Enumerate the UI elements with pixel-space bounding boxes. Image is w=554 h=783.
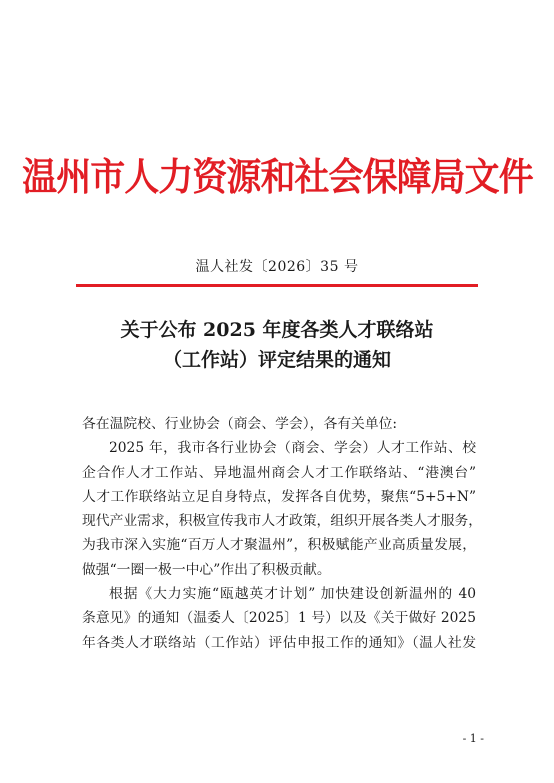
paragraph-line: 2025 年，我市各行业协会（商会、学会）人才工作站、校 <box>109 440 476 457</box>
paragraph-line: 现代产业需求，积极宣传我市人才政策，组织开展各类人才服务， <box>82 513 483 530</box>
paragraph-line: 人才工作联络站立足自身特点，发挥各自优势，聚焦“5+5+N” <box>82 488 476 505</box>
paragraph-1 <box>82 436 483 582</box>
paragraph-line: 为我市深入实施“百万人才聚温州”，积极赋能产业高质量发展， <box>82 537 476 554</box>
paragraph-line: 企合作人才工作站、异地温州商会人才工作联络站、“港澳台” <box>82 464 476 481</box>
document-number: 温人社发〔2026〕35 号 <box>195 259 359 275</box>
paragraph-line: 年各类人才联络站（工作站）评估申报工作的通知》（温人社发 <box>82 634 476 651</box>
notice-title-line-1: 关于公布 2025 年度各类人才联络站 <box>120 319 434 341</box>
document-header-title: 温州市人力资源和社会保障局文件 <box>22 154 533 199</box>
notice-title-line-2: （工作站）评定结果的通知 <box>162 349 391 371</box>
salutation: 各在温院校、行业协会（商会、学会），各有关单位: <box>82 416 398 432</box>
paragraph-2 <box>82 582 476 655</box>
paragraph-line: 根据《大力实施“瓯越英才计划” 加快建设创新温州的 40 <box>109 586 476 603</box>
page-number: - 1 - <box>462 732 484 745</box>
notice-title <box>0 315 554 375</box>
paragraph-line: 条意见》的通知（温委人〔2025〕1 号）以及《关于做好 2025 <box>82 610 476 627</box>
red-separator-line <box>76 284 478 287</box>
document-body <box>82 412 483 655</box>
paragraph-line: 做强“一圈一极一中心”作出了积极贡献。 <box>82 561 331 578</box>
